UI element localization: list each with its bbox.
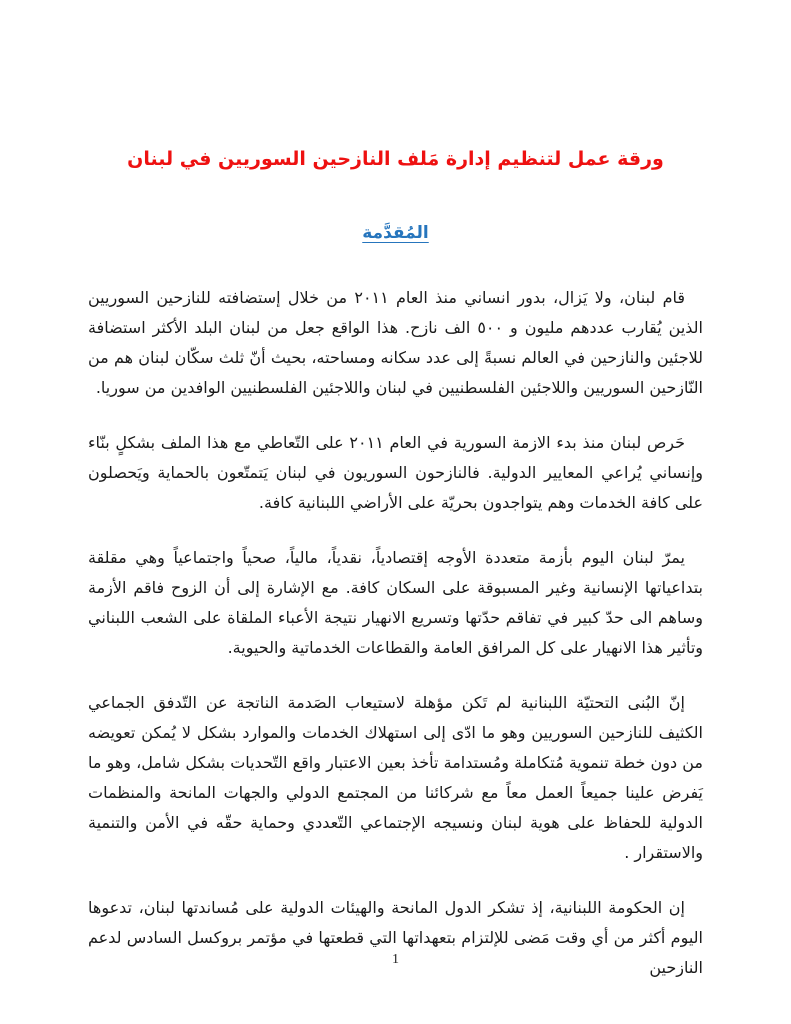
section-heading-text: المُقدَّمة (362, 222, 429, 243)
document-title: ورقة عمل لتنظيم إدارة مَلف النازحين السوريين في لبنان (127, 148, 664, 170)
paragraph-5: إن الحكومة اللبنانية، إذ تشكر الدول المانحة والهيئات الدولية على مُساندتها لبنان، تدعوها اليوم أكثر من أي وقت مَضى للإلتزام بتعهداتها التي قطعتها في مؤتمر بروكسل السادس لدعم النازحين (88, 897, 703, 977)
page-number: 1 (392, 952, 399, 967)
paragraph-4: إنّ البُنى التحتيّة اللبنانية لم تَكن مؤهلة لاستيعاب الصَدمة الناتجة عن التّدفق الجماعي الكثيف للنازحين السوريين وهو ما ادّى إلى استهلاك الخدمات والموارد بشكل لا يُمكن تعويضه من دون خطة تنموية مُتكاملة ومُستدامة تأخذ بعين الاعتبار واقع التّحديات بشكل شامل، وهو ما يَفرض علينا جميعاً العمل معاً مع شركائنا من المجتمع الدولي والجهات المانحة والمنظمات الدولية للحفاظ على هوية لبنان ونسيجه الإجتماعي التّعددي وحماية حقّه في الأمن والتنمية والاستقرار . (88, 692, 703, 862)
section-heading (0, 223, 791, 243)
paragraph-2: حَرص لبنان منذ بدء الازمة السورية في العام ٢٠١١ على التّعاطي مع هذا الملف بشكلٍ بنّاء وإنساني يُراعي المعايير الدولية. فالنازحون السوريون في لبنان يَتمتّعون بالحماية ويَحصلون على كافة الخدمات وهم يتواجدون بحريّة على الأراضي اللبنانية كافة. (88, 432, 703, 512)
paragraph-1: قام لبنان، ولا يَزال، بدور انساني منذ العام ٢٠١١ من خلال إستضافته للنازحين السوريين الذين يُقارب عددهم مليون و ٥٠٠ الف نازح. هذا الواقع جعل من لبنان البلد الأكثر استضافة للاجئين والنازحين في العالم نسبةً إلى عدد سكانه ومساحته، بحيث أنّ ثلث سكّان لبنان هم من النّازحين السوريين واللاجئين الفلسطنيين في لبنان واللاجئين الفلسطنيين الوافدين من سوريا. (88, 287, 703, 397)
paragraph-3: يمرّ لبنان اليوم بأزمة متعددة الأوجه إقتصادياً، نقدياً، مالياً، صحياً واجتماعياً وهي مقلقة بتداعياتها الإنسانية وغير المسبوقة على السكان كافة. مع الإشارة إلى أن الزوح فاقم الأزمة وساهم الى حدّ كبير في تفاقم حدّتها وتسريع الانهيار نتيجة الأعباء الملقاة على الشعب اللبناني وتأثير هذا الانهيار على كل المرافق العامة والقطاعات الخدماتية والحيوية. (88, 547, 703, 657)
document-body (88, 283, 703, 983)
